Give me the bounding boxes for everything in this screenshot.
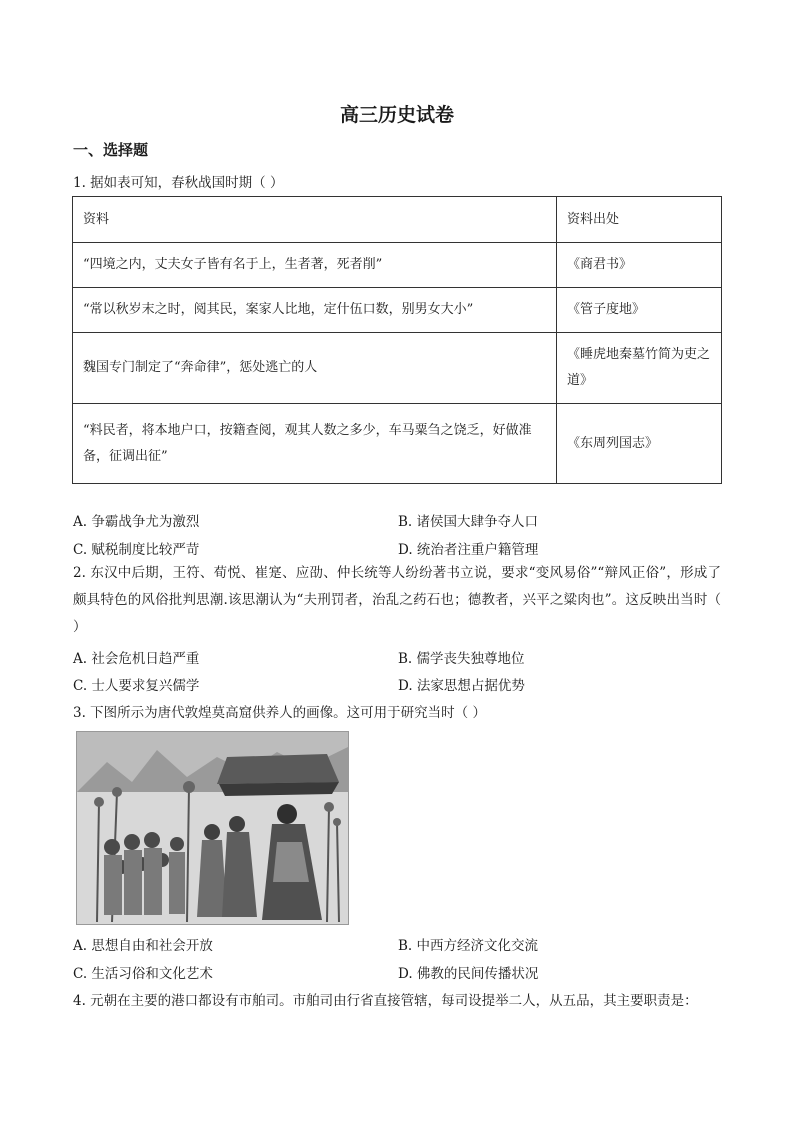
q3-option-b: B. 中西方经济文化交流: [398, 938, 539, 954]
table-row: [73, 243, 722, 288]
table-row: [73, 404, 722, 484]
q2-option-a: A. 社会危机日趋严重: [73, 651, 200, 667]
table-cell: 《商君书》: [557, 243, 722, 288]
q3-option-a: A. 思想自由和社会开放: [73, 938, 213, 954]
table-cell: “常以秋岁末之时，阅其民，案家人比地，定什伍口数，别男女大小”: [73, 288, 557, 333]
q2-option-d: D. 法家思想占据优势: [398, 678, 525, 694]
question-4-stem: 4. 元朝在主要的港口都设有市舶司。市舶司由行省直接管辖，每司设提举二人，从五品，其主要职责是：: [73, 993, 698, 1009]
section-heading: 一、选择题: [73, 141, 149, 159]
table-cell: “四境之内，丈夫女子皆有名于上，生者著，死者削”: [73, 243, 557, 288]
question-3-stem: 3. 下图所示为唐代敦煌莫高窟供养人的画像。这可用于研究当时（ ）: [73, 705, 486, 721]
q2-option-b: B. 儒学丧失独尊地位: [398, 651, 525, 667]
table-header-cell: 资料出处: [557, 197, 722, 243]
question-1-stem: 1. 据如表可知，春秋战国时期（ ）: [73, 175, 284, 191]
table-header-cell: 资料: [73, 197, 557, 243]
table-cell: 魏国专门制定了“奔命律”，惩处逃亡的人: [73, 333, 557, 404]
table-cell: 《管子度地》: [557, 288, 722, 333]
table-cell: 《睡虎地秦墓竹简为吏之道》: [557, 333, 722, 404]
table-cell: 《东周列国志》: [557, 404, 722, 484]
q1-option-d: D. 统治者注重户籍管理: [398, 542, 539, 558]
table-cell: “料民者，将本地户口，按籍查阅，观其人数之多少，车马粟刍之饶乏，好做准备，征调出征”: [73, 404, 557, 484]
table-row: [73, 288, 722, 333]
q1-option-c: C. 赋税制度比较严苛: [73, 542, 200, 558]
q2-option-c: C. 士人要求复兴儒学: [73, 678, 200, 694]
page-title: 高三历史试卷: [339, 104, 454, 126]
table-header-row: [73, 197, 722, 243]
q1-option-b: B. 诸侯国大肆争夺人口: [398, 514, 539, 530]
source-table: [72, 196, 722, 484]
q3-option-d: D. 佛教的民间传播状况: [398, 966, 539, 982]
mural-photo: [76, 731, 349, 925]
q3-option-c: C. 生活习俗和文化艺术: [73, 966, 213, 982]
q1-option-a: A. 争霸战争尤为激烈: [73, 514, 200, 530]
table-row: [73, 333, 722, 404]
question-2-stem: 2. 东汉中后期，王符、荀悦、崔寔、应劭、仲长统等人纷纷著书立说，要求“变风易俗”“辩风正俗”，形成了颇具特色的风俗批判思潮.该思潮认为“夫刑罚者，治乱之药石也；德教者，兴平之粱肉也”。这反映出当时（ ）: [73, 565, 721, 635]
